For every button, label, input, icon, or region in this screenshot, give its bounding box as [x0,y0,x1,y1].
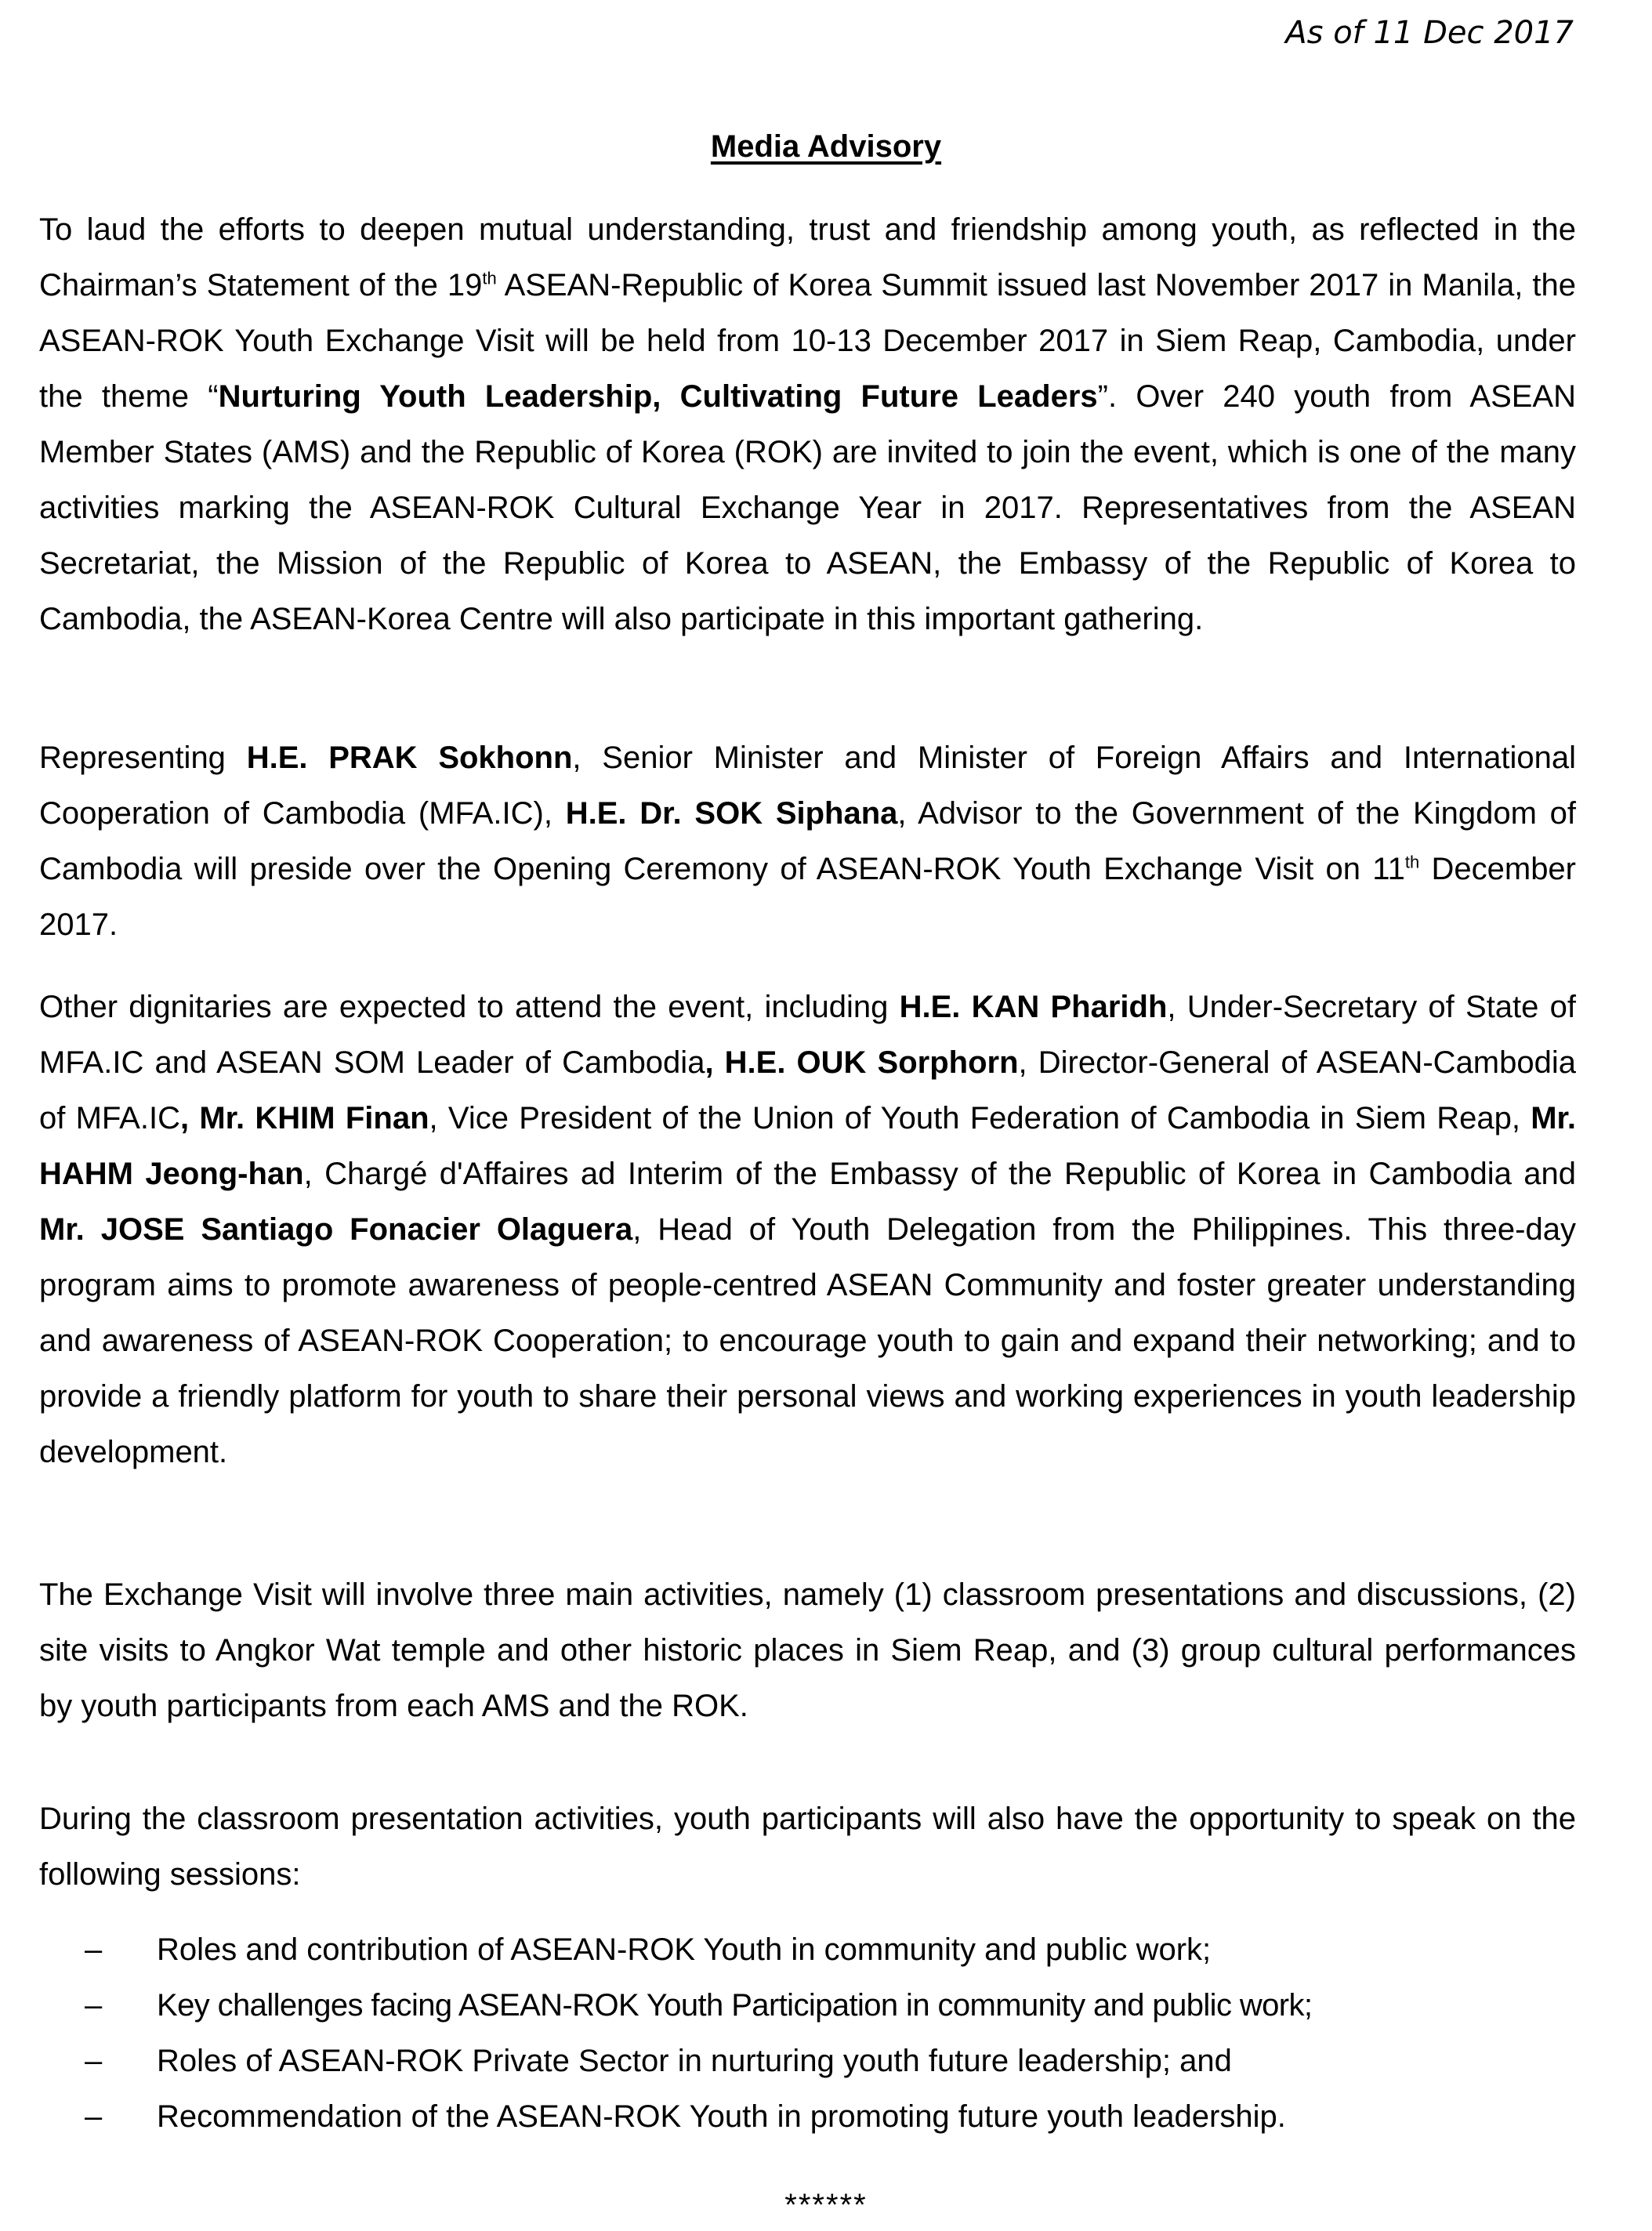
dignitary-name: , Mr. KHIM Finan [179,1101,429,1135]
superscript-th: th [482,268,497,288]
paragraph-presiding-text-4: December 2017. [39,852,1577,942]
event-theme: Nurturing Youth Leadership, Cultivating Future Leaders [218,379,1098,414]
document-title: Media Advisory [710,129,942,164]
dignitary-name: Mr. JOSE Santiago Fonacier Olaguera [39,1212,633,1247]
dignitary-name: Mr. HAHM Jeong-han [39,1101,1576,1191]
date-stamp: As of 11 Dec 2017 [1285,15,1574,51]
list-item [78,1978,1312,2034]
dignitary-name: H.E. PRAK Sokhonn [246,741,573,775]
list-item [78,2034,1312,2089]
paragraph-presiding-text-3: , Advisor to the Government of the Kingdom of Cambodia will preside over the Opening Ceremony of ASEAN-ROK Youth Exchange Visit on 11 [39,796,1576,886]
list-item [78,1922,1312,1978]
paragraph-presiding [39,730,1576,953]
list-item-text: Key challenges facing ASEAN-ROK Youth Participation in community and public work; [157,1988,1313,2023]
paragraph-intro-text-1: To laud the efforts to deepen mutual understanding, trust and friendship among youth, as reflected in the Chairman’s Statement of the 19 [39,212,1576,302]
paragraph-sessions-intro-text: During the classroom presentation activities, youth participants will also have the opportunity to speak on the following sessions: [39,1802,1576,1892]
paragraph-dignitaries-text-3: , Director-General of ASEAN-Cambodia of MFA.IC [39,1045,1576,1135]
paragraph-intro-text-2: ASEAN-Republic of Korea Summit issued last November 2017 in Manila, the ASEAN-ROK Youth Exchange Visit will be held from 10-13 December 2017 in Siem Reap, Cambodia, under the theme “ [39,268,1577,414]
paragraph-dignitaries [39,980,1576,1480]
superscript-th: th [1404,852,1420,872]
dignitary-name: H.E. KAN Pharidh [899,990,1168,1024]
bullet-dash: – [85,2099,103,2134]
paragraph-presiding-text-2: , Senior Minister and Minister of Foreign Affairs and International Cooperation of Cambodia (MFA.IC), [39,741,1577,831]
paragraph-dignitaries-text-2: , Under-Secretary of State of MFA.IC and ASEAN SOM Leader of Cambodia [39,990,1576,1080]
paragraph-activities [39,1567,1576,1734]
paragraph-intro-text-3: ”. Over 240 youth from ASEAN Member States (AMS) and the Republic of Korea (ROK) are invited to join the event, which is one of the many activities marking the ASEAN-ROK Cultural Exchange Year in 2017. Representatives from the ASEAN Secretariat, the Mission of the Republic of Korea to ASEAN, the Embassy of the Republic of Korea to Cambodia, the ASEAN-Korea Centre will also participate in this important gathering. [39,379,1576,636]
paragraph-presiding-text-1: Representing [39,741,247,775]
dignitary-name: , H.E. OUK Sorphorn [705,1045,1019,1080]
paragraph-dignitaries-text-5: , Chargé d'Affaires ad Interim of the Embassy of the Republic of Korea in Cambodia and [303,1157,1576,1191]
paragraph-activities-text: The Exchange Visit will involve three main activities, namely (1) classroom presentations and discussions, (2) site visits to Angkor Wat temple and other historic places in Siem Reap, and (3) group cultural performances by youth participants from each AMS and the ROK. [39,1577,1576,1723]
list-item-text: Recommendation of the ASEAN-ROK Youth in promoting future youth leadership. [157,2099,1286,2134]
sessions-list [78,1922,1312,2145]
paragraph-dignitaries-text-6: , Head of Youth Delegation from the Philippines. This three-day program aims to promote awareness of people-centred ASEAN Community and foster greater understanding and awareness of ASEAN-ROK Cooperation; to encourage youth to gain and expand their networking; and to provide a friendly platform for youth to share their personal views and working experiences in youth leadership development. [39,1212,1576,1469]
closing-marker: ****** [784,2188,868,2222]
list-item-text: Roles of ASEAN-ROK Private Sector in nurturing youth future leadership; and [157,2044,1232,2078]
dignitary-name: H.E. Dr. SOK Siphana [565,796,898,831]
paragraph-dignitaries-text-1: Other dignitaries are expected to attend the event, including [39,990,900,1024]
list-item-text: Roles and contribution of ASEAN-ROK Youth in community and public work; [157,1932,1212,1967]
paragraph-sessions-intro [39,1791,1576,1903]
list-item [78,2089,1312,2145]
paragraph-intro [39,202,1576,647]
bullet-dash: – [85,1988,103,2023]
bullet-dash: – [85,2044,103,2078]
bullet-dash: – [85,1932,103,1967]
paragraph-dignitaries-text-4: , Vice President of the Union of Youth Federation of Cambodia in Siem Reap, [429,1101,1531,1135]
